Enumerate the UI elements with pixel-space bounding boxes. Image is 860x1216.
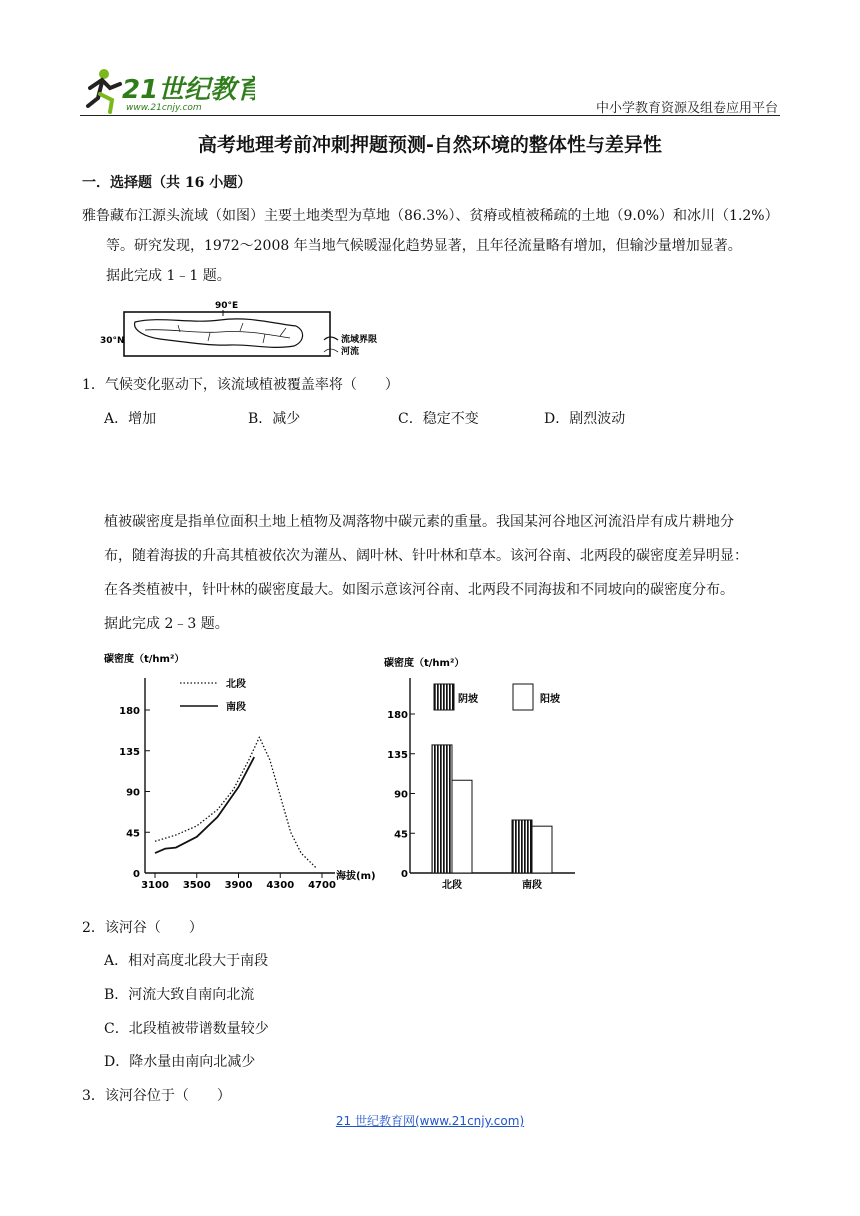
basin-boundary — [135, 319, 303, 347]
river-main — [145, 330, 290, 338]
latitude-label: 30°N — [100, 336, 125, 346]
legend-shady-symbol — [434, 684, 454, 710]
bar-chart-y-tick-label: 180 — [387, 710, 408, 721]
passage-2-line: 据此完成 2﹣3 题。 — [104, 616, 229, 632]
q1-option-d[interactable]: D．剧烈波动 — [544, 411, 626, 427]
question-2: 2．该河谷（ ） — [82, 920, 203, 936]
bar-chart — [380, 648, 590, 892]
line-chart — [100, 648, 380, 892]
line-chart-xlabel: 海拔(m) — [336, 871, 376, 882]
page-title: 高考地理考前冲刺押题预测-自然环境的整体性与差异性 — [198, 134, 662, 156]
logo-text: 21世纪教育 — [122, 75, 255, 105]
runner-icon — [88, 69, 120, 112]
line-chart-x-tick-label: 3100 — [141, 880, 169, 891]
legend-boundary-symbol — [324, 337, 338, 340]
legend-river: 河流 — [341, 347, 360, 357]
legend-shady: 阴坡 — [458, 694, 478, 705]
line-chart-y-tick-label: 0 — [133, 869, 140, 880]
line-chart-y-tick-label: 180 — [119, 706, 140, 717]
passage-1-line: 等。研究发现，1972～2008 年当地气候暖湿化趋势显著，且年径流量略有增加，但输沙量增加显著。 — [106, 238, 742, 254]
passage-1-line: 雅鲁藏布江源头流域（如图）主要土地类型为草地（86.3%）、贫瘠或植被稀疏的土地（9.0%）和冰川（1.2%） — [82, 208, 779, 224]
q1-option-b[interactable]: B．减少 — [248, 411, 301, 427]
line-chart-ylabel: 碳密度（t/hm²） — [104, 654, 185, 665]
legend-sunny-symbol — [513, 684, 533, 710]
bar-chart-category-label: 南段 — [522, 880, 542, 891]
bar-chart-y-tick-label: 135 — [387, 749, 408, 761]
bar-chart-y-tick-label: 45 — [394, 829, 408, 841]
series-north-line — [155, 737, 317, 868]
footer-link[interactable]: 21 世纪教育网(www.21cnjy.com) — [335, 1114, 525, 1128]
q1-option-c[interactable]: C．稳定不变 — [398, 411, 479, 427]
series-south-line — [155, 757, 254, 853]
longitude-label: 90°E — [215, 301, 239, 311]
passage-2-line: 布，随着海拔的升高其植被依次为灌丛、阔叶林、针叶林和草本。该河谷南、北两段的碳密度差异明显： — [104, 548, 748, 564]
line-chart-x-tick-label: 3900 — [224, 880, 253, 891]
q2-option-c[interactable]: C．北段植被带谱数量较少 — [104, 1021, 269, 1037]
header-divider — [80, 115, 780, 116]
bar-chart-category-label: 北段 — [442, 880, 462, 891]
bar-chart-ylabel: 碳密度（t/hm²） — [384, 658, 465, 669]
bar-shady-south — [512, 820, 532, 873]
q2-option-a[interactable]: A．相对高度北段大于南段 — [104, 953, 269, 969]
basin-map — [100, 298, 400, 360]
river-branch — [178, 323, 286, 343]
q2-option-b[interactable]: B．河流大致自南向北流 — [104, 987, 255, 1003]
passage-1 — [82, 201, 779, 291]
bar-shady-north — [432, 745, 452, 873]
legend-river-symbol — [324, 349, 338, 352]
map-frame — [124, 312, 330, 356]
line-chart-x-tick-label: 3500 — [182, 880, 211, 891]
line-chart-x-tick-label: 4300 — [266, 880, 295, 891]
legend-north: 北段 — [226, 679, 246, 690]
bar-chart-y-tick-label: 0 — [401, 869, 408, 880]
legend-sunny: 阳坡 — [540, 694, 560, 705]
passage-1-line: 据此完成 1﹣1 题。 — [106, 268, 231, 284]
passage-2-line: 在各类植被中，针叶林的碳密度最大。如图示意该河谷南、北两段不同海拔和不同坡向的碳密度分布。 — [104, 582, 734, 598]
line-chart-y-tick-label: 90 — [126, 787, 140, 799]
question-3: 3．该河谷位于（ ） — [82, 1088, 231, 1104]
passage-2 — [104, 505, 748, 641]
logo-url: www.21cnjy.com — [126, 103, 202, 113]
platform-name: 中小学教育资源及组卷应用平台 — [595, 101, 778, 116]
section-heading: 一．选择题（共 16 小题） — [82, 175, 252, 191]
line-chart-y-tick-label: 45 — [126, 828, 140, 840]
bar-chart-y-tick-label: 90 — [394, 789, 408, 801]
bar-sunny-north — [452, 780, 472, 873]
question-1: 1．气候变化驱动下，该流域植被覆盖率将（ ） — [82, 377, 399, 393]
q1-option-a[interactable]: A．增加 — [104, 411, 157, 427]
bar-sunny-south — [532, 826, 552, 873]
line-chart-x-tick-label: 4700 — [308, 880, 336, 891]
q2-option-d[interactable]: D．降水量由南向北减少 — [104, 1054, 256, 1070]
logo — [80, 66, 255, 118]
legend-boundary: 流域界限 — [341, 335, 378, 345]
line-chart-y-tick-label: 135 — [119, 746, 140, 758]
passage-2-line: 植被碳密度是指单位面积土地上植物及凋落物中碳元素的重量。我国某河谷地区河流沿岸有成片耕地分 — [104, 514, 734, 530]
legend-south: 南段 — [226, 702, 246, 713]
